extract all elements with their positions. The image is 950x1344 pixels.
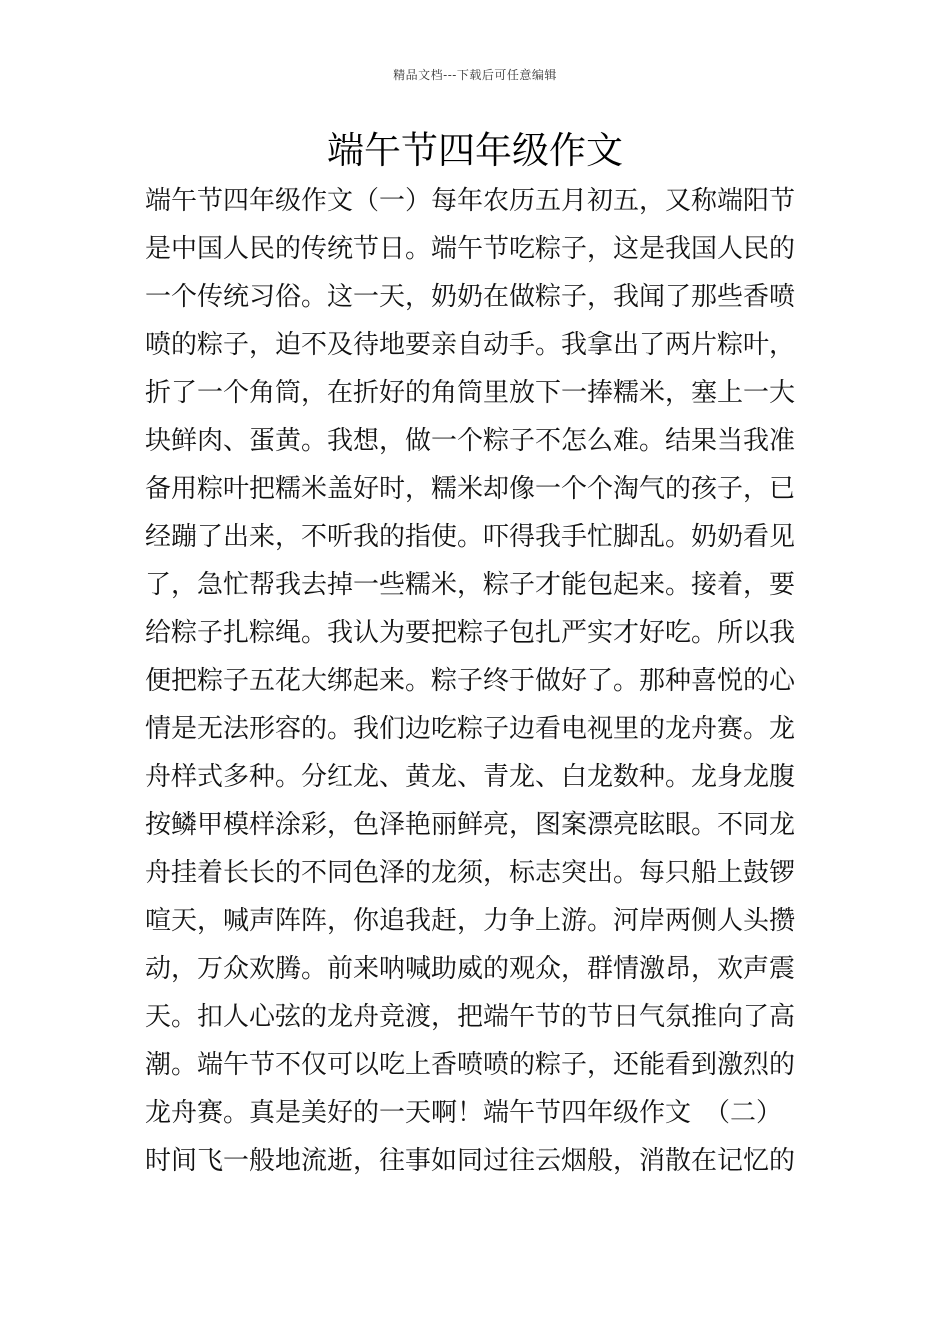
text-line: 情是无法形容的。我们边吃粽子边看电视里的龙舟赛。龙	[145, 714, 796, 744]
text-line: 端午节四年级作文（一）每年农历五月初五，又称端阳节	[145, 186, 796, 216]
text-line: 动，万众欢腾。前来呐喊助威的观众，群情激昂，欢声震	[145, 954, 796, 984]
text-line: 便把粽子五花大绑起来。粽子终于做好了。那种喜悦的心	[145, 666, 796, 696]
text-line: 潮。端午节不仅可以吃上香喷喷的粽子，还能看到激烈的	[145, 1050, 796, 1080]
text-line: 按鳞甲模样涂彩，色泽艳丽鲜亮，图案漂亮眩眼。不同龙	[145, 810, 796, 840]
text-line: 了，急忙帮我去掉一些糯米，粽子才能包起来。接着，要	[145, 570, 796, 600]
header-note: 精品文档---下载后可任意编辑	[393, 68, 557, 82]
text-line: 经蹦了出来，不听我的指使。吓得我手忙脚乱。奶奶看见	[145, 522, 796, 552]
text-line: 是中国人民的传统节日。端午节吃粽子，这是我国人民的	[145, 234, 796, 264]
text-line: 时间飞一般地流逝，往事如同过往云烟般，消散在记忆的	[145, 1146, 796, 1176]
document-title: 端午节四年级作文	[327, 129, 623, 172]
text-line: 给粽子扎粽绳。我认为要把粽子包扎严实才好吃。所以我	[145, 618, 796, 648]
text-line: 折了一个角筒，在折好的角筒里放下一捧糯米，塞上一大	[145, 378, 796, 408]
text-line: 舟挂着长长的不同色泽的龙须，标志突出。每只船上鼓锣	[145, 858, 796, 888]
essay-body	[145, 177, 810, 1185]
text-line: 一个传统习俗。这一天，奶奶在做粽子，我闻了那些香喷	[145, 282, 796, 312]
text-line: 块鲜肉、蛋黄。我想，做一个粽子不怎么难。结果当我准	[145, 426, 796, 456]
text-line: 舟样式多种。分红龙、黄龙、青龙、白龙数种。龙身龙腹	[145, 762, 796, 792]
text-line: 龙舟赛。真是美好的一天啊！端午节四年级作文 （二）	[145, 1098, 783, 1128]
text-line: 天。扣人心弦的龙舟竞渡，把端午节的节日气氛推向了高	[145, 1002, 796, 1032]
text-line: 喷的粽子，迫不及待地要亲自动手。我拿出了两片粽叶，	[145, 330, 796, 360]
text-line: 喧天，喊声阵阵，你追我赶，力争上游。河岸两侧人头攒	[145, 906, 796, 936]
text-line: 备用粽叶把糯米盖好时，糯米却像一个个淘气的孩子，已	[145, 474, 796, 504]
